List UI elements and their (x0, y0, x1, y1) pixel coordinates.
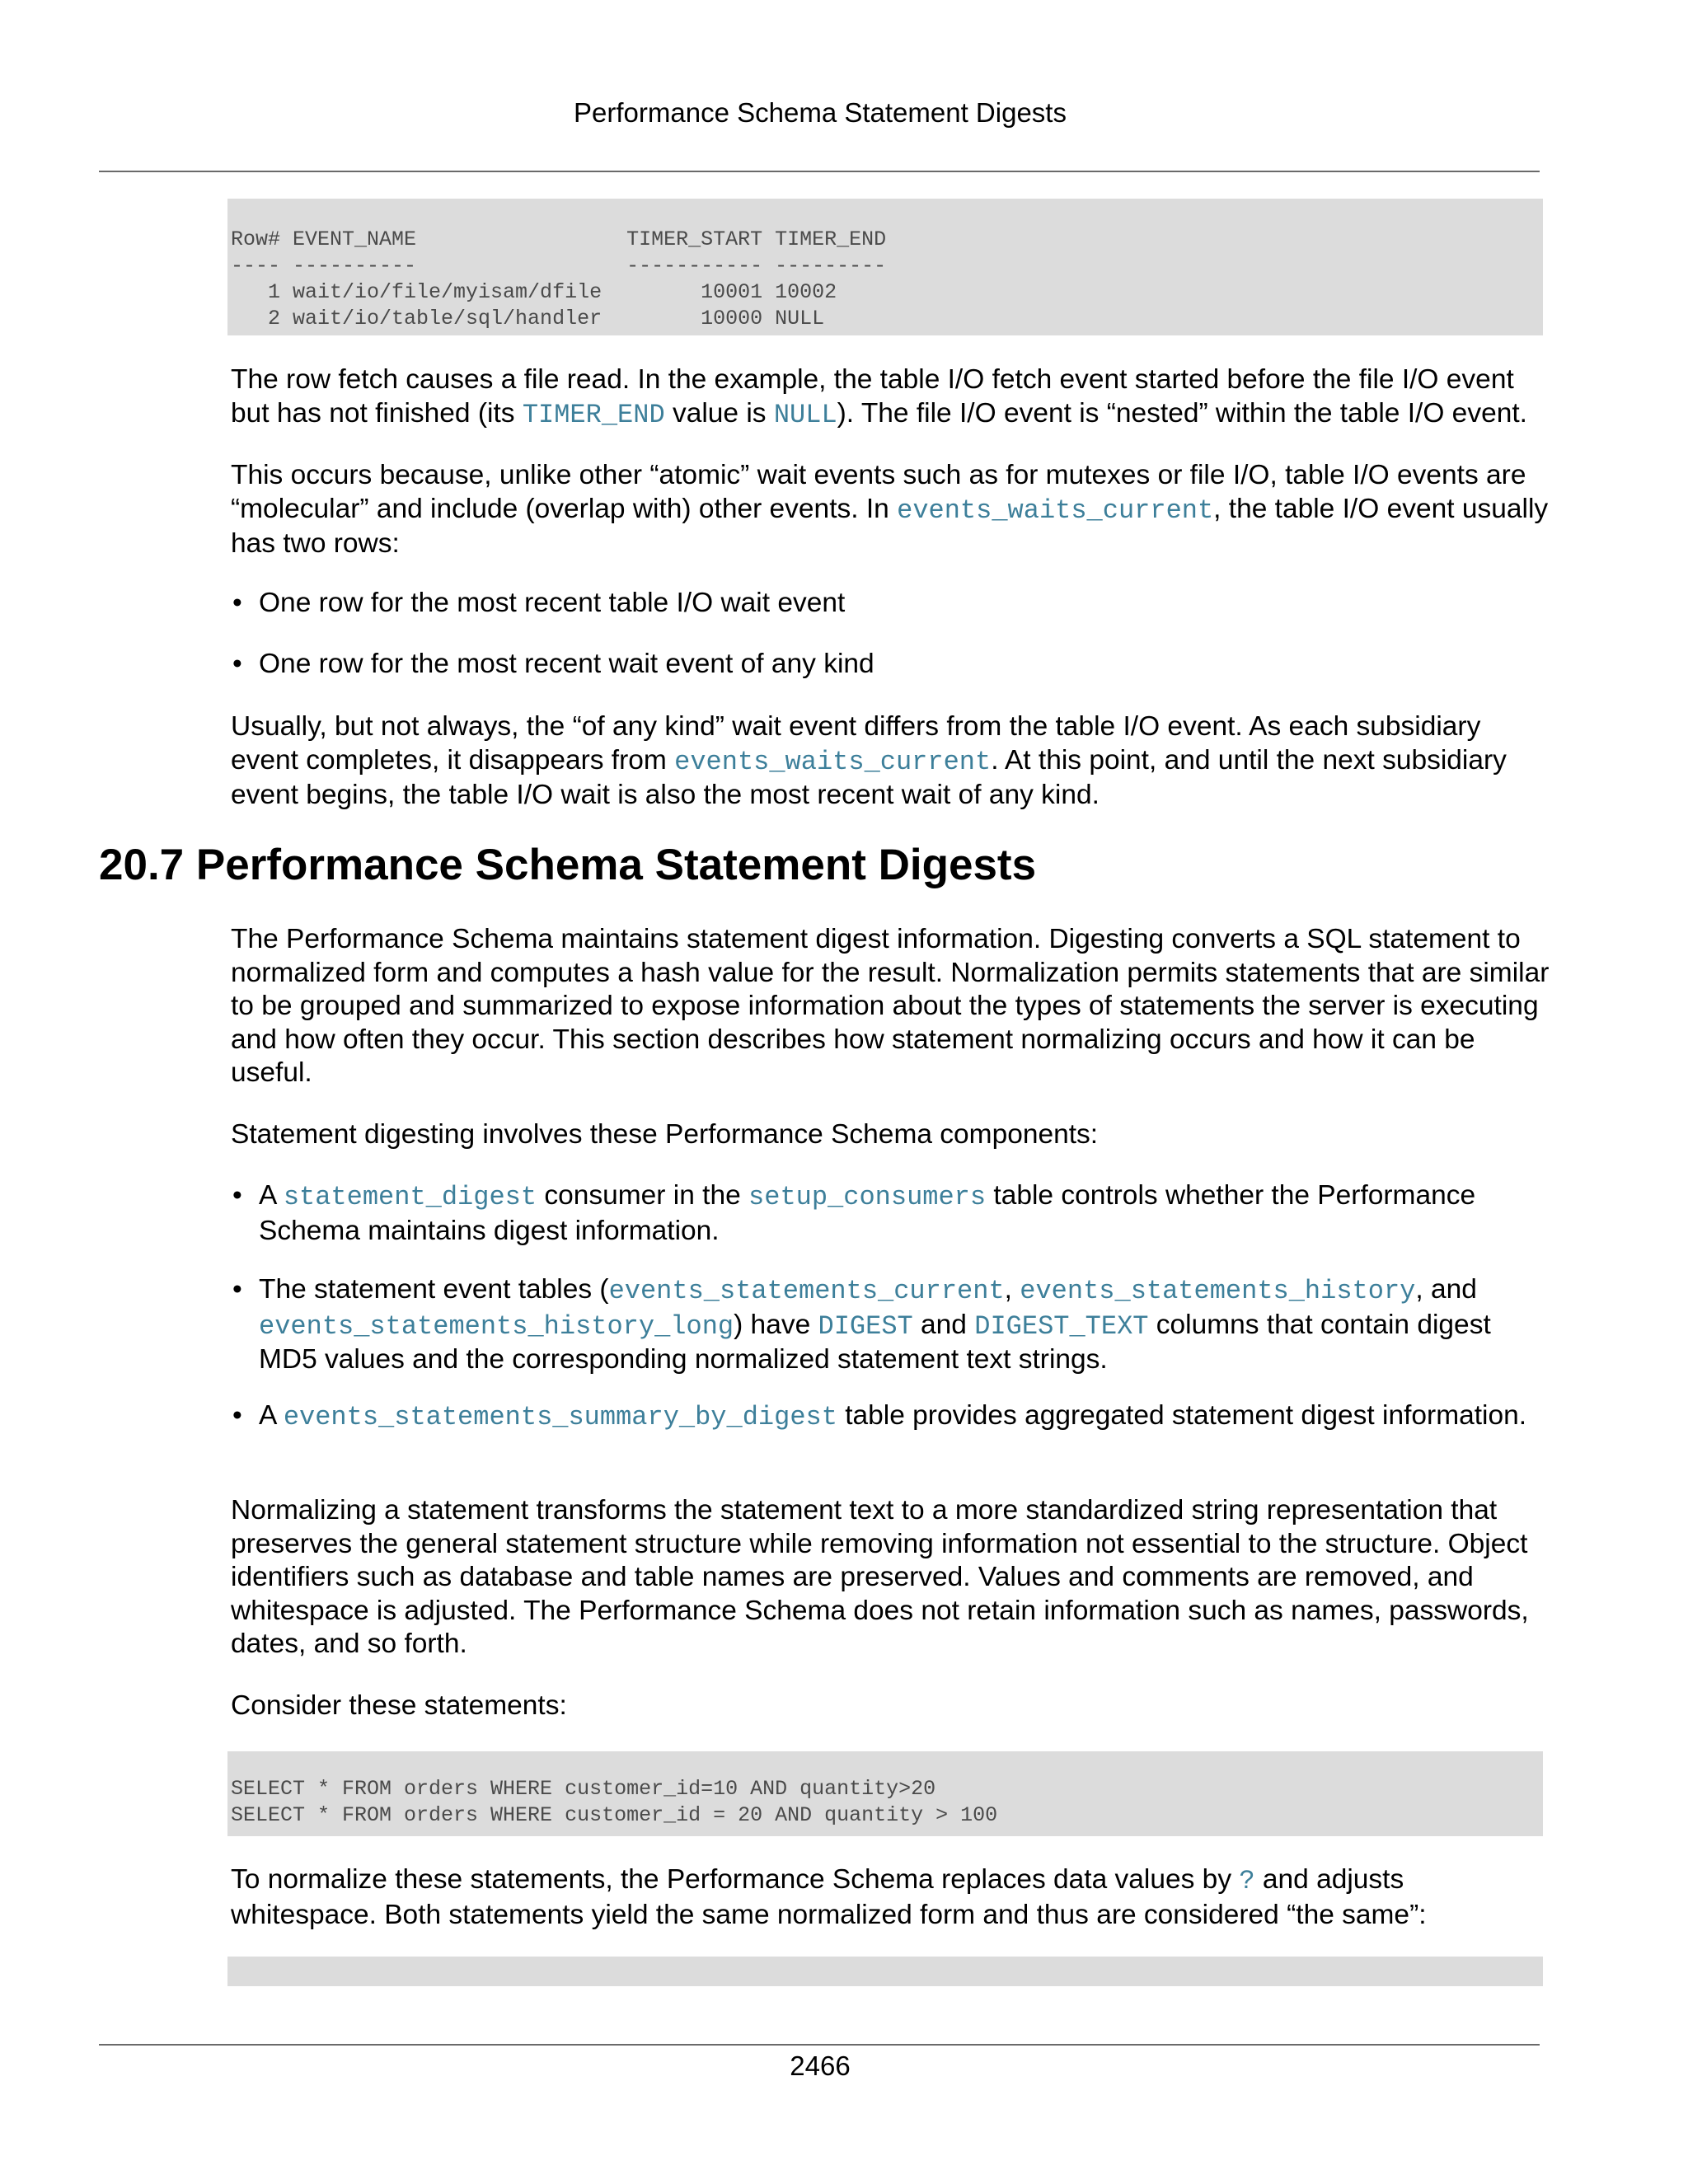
link-events-statements-current[interactable]: events_statements_current (608, 1276, 1005, 1306)
list-item: • A statement_digest consumer in the setup_consumers table controls whether the Performance Schema maintains digest information. (232, 1180, 1476, 1246)
bullet-icon: • (232, 588, 242, 618)
link-setup-consumers[interactable]: setup_consumers (748, 1182, 987, 1212)
list-item: • A events_statements_summary_by_digest table provides aggregated statement digest information. (232, 1400, 1527, 1432)
paragraph-normalize-example: To normalize these statements, the Performance Schema replaces data values by ? and adjusts whitespace. Both statements yield the same normalized form and thus are considered “the same”: (231, 1864, 1427, 1930)
link-events-statements-summary-by-digest[interactable]: events_statements_summary_by_digest (283, 1402, 837, 1432)
code-line: ---- ---------- ----------- --------- (231, 254, 887, 278)
link-events-waits-current[interactable]: events_waits_current (674, 746, 992, 777)
link-events-statements-history[interactable]: events_statements_history (1020, 1276, 1416, 1306)
running-header-title: Performance Schema Statement Digests (574, 97, 1067, 128)
inline-code-digest: DIGEST (818, 1310, 913, 1342)
paragraph-normalizing: Normalizing a statement transforms the statement text to a more standardized string representation that preserves the general statement structure while removing information not essential to the structure. Object identifiers such as database and table names are preserved. Values and comments are removed, and whitespace is adjusted. The Performance Schema does not retain information such as names, passwords, dates, and so forth. (231, 1495, 1529, 1659)
code-block-select-statements (227, 1751, 1543, 1836)
inline-code-null: NULL (773, 399, 837, 430)
footer-rule (99, 2044, 1540, 2046)
code-line: SELECT * FROM orders WHERE customer_id = 20 AND quantity > 100 (231, 1803, 998, 1827)
code-line: 2 wait/io/table/sql/handler 10000 NULL (231, 307, 825, 330)
paragraph-digest-intro: The Performance Schema maintains statement digest information. Digesting converts a SQL statement to normalized form and computes a hash value for the result. Normalization permits statements that are similar to be grouped and summarized to expose information about the types of statements the server is executing and how often they occur. This section describes how statement normalizing occurs and how it can be useful. (231, 924, 1550, 1088)
code-line: SELECT * FROM orders WHERE customer_id=10 AND quantity>20 (231, 1777, 936, 1801)
list-item: • One row for the most recent wait event of any kind (231, 648, 1550, 682)
bullet-icon: • (232, 1400, 242, 1431)
link-statement-digest[interactable]: statement_digest (283, 1182, 537, 1212)
list-item: • The statement event tables (events_statements_current, events_statements_history, and events_statements_history_long) have DIGEST and DIGEST_TEXT columns that contain digest MD5 values and the corresponding normalized statement text strings. (232, 1274, 1491, 1375)
paragraph-components-intro: Statement digesting involves these Performance Schema components: (231, 1119, 1099, 1150)
inline-code-digest-text: DIGEST_TEXT (974, 1310, 1149, 1342)
paragraph-consider: Consider these statements: (231, 1690, 567, 1721)
bullet-icon: • (232, 1274, 242, 1305)
paragraph-molecular-events: This occurs because, unlike other “atomic” wait events such as for mutexes or file I/O, table I/O events are “molecular” and include (overlap with) other events. In events_waits_current, the table I/O event usually has two rows: (231, 460, 1549, 559)
page-number: 2466 (790, 2050, 851, 2081)
list-item: • One row for the most recent table I/O wait event (231, 587, 1550, 621)
code-block-continued (227, 1957, 1543, 1986)
code-block-events-table (227, 199, 1543, 335)
code-line: Row# EVENT_NAME TIMER_START TIMER_END (231, 227, 887, 251)
code-line: 1 wait/io/file/myisam/dfile 10001 10002 (231, 280, 837, 304)
inline-code-timer-end: TIMER_END (522, 399, 665, 430)
paragraph-subsidiary-events: Usually, but not always, the “of any kind” wait event differs from the table I/O event. As each subsidiary event completes, it disappears from events_waits_current. At this point, and until the next subsidiary event begins, the table I/O wait is also the most recent wait of any kind. (231, 711, 1507, 810)
link-events-waits-current[interactable]: events_waits_current (897, 494, 1214, 526)
header-rule (99, 171, 1540, 172)
bullet-icon: • (232, 649, 242, 679)
link-events-statements-history-long[interactable]: events_statements_history_long (259, 1310, 734, 1342)
bullet-icon: • (232, 1180, 242, 1211)
inline-code-question-mark: ? (1239, 1866, 1255, 1896)
section-heading: 20.7 Performance Schema Statement Digests (99, 841, 1037, 889)
paragraph-row-fetch: The row fetch causes a file read. In the example, the table I/O fetch event started before the file I/O event but has not finished (its TIMER_END value is NULL). The file I/O event is “nested” within the table I/O event. (231, 364, 1527, 430)
